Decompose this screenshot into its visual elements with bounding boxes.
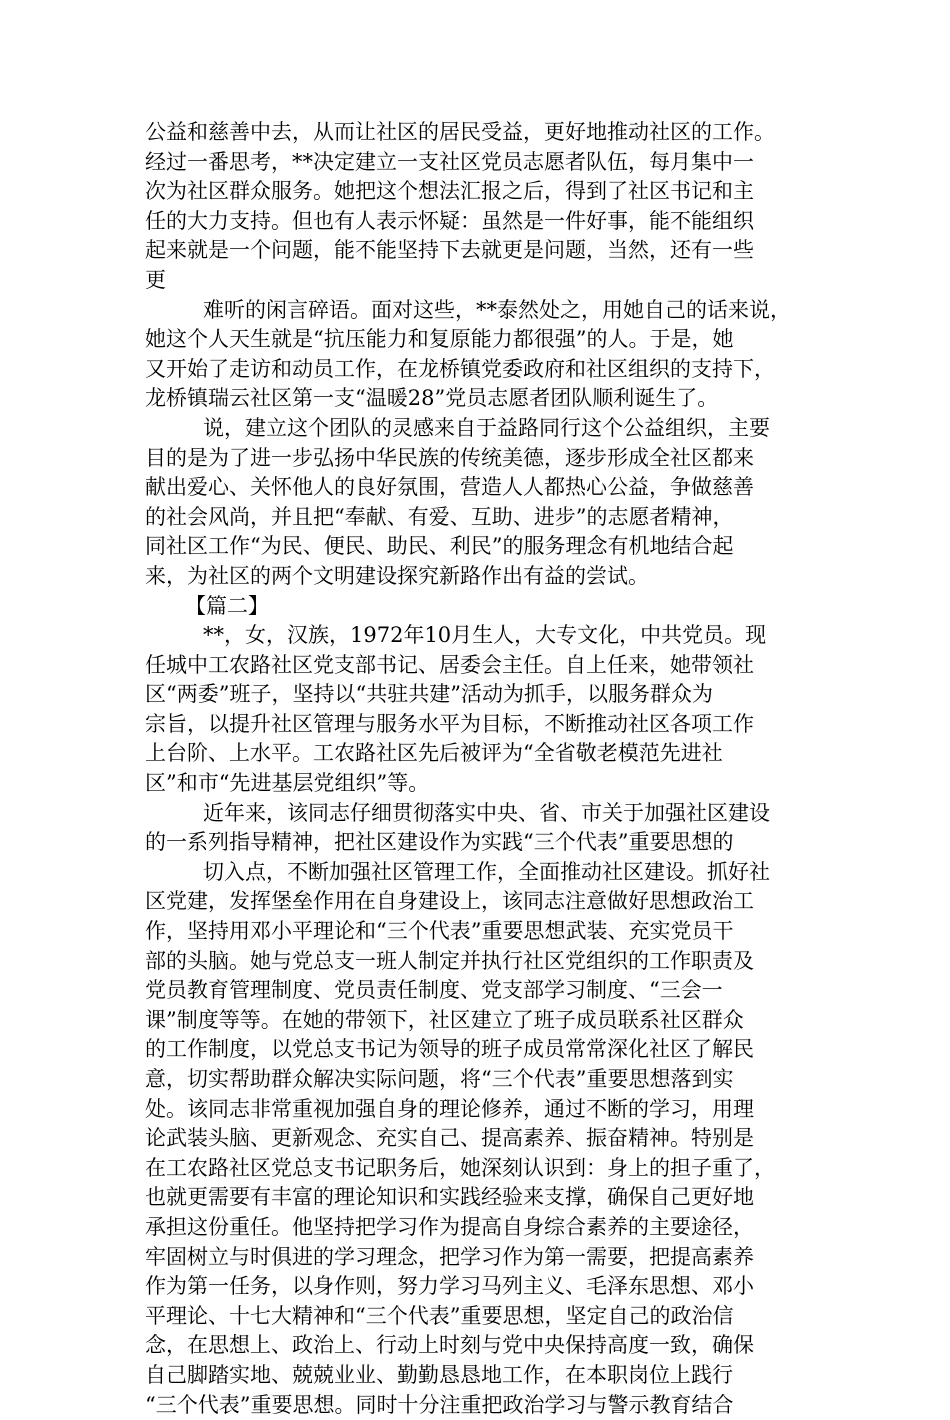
text-line: 平理论、十七大精神和“三个代表”重要思想，坚定自己的政治信 bbox=[145, 1303, 734, 1328]
text-line: 又开始了走访和动员工作，在龙桥镇党委政府和社区组织的支持下， bbox=[145, 356, 775, 381]
text-line: 自己脚踏实地、兢兢业业、勤勤恳恳地工作，在本职岗位上践行 bbox=[145, 1362, 733, 1387]
text-line: 近年来，该同志仔细贯彻落实中央、省、市关于加强社区建设 bbox=[203, 800, 770, 825]
text-line: 在工农路社区党总支书记职务后，她深刻认识到：身上的担子重了， bbox=[145, 1155, 775, 1180]
text-line: 的一系列指导精神，把社区建设作为实践“三个代表”重要思想的 bbox=[145, 830, 734, 855]
text-line: 起来就是一个问题，能不能坚持下去就更是问题，当然，还有一些 bbox=[145, 238, 754, 263]
text-line: 课”制度等等。在她的带领下，社区建立了班子成员联系社区群众 bbox=[145, 1007, 744, 1032]
text-line: 任的大力支持。但也有人表示怀疑：虽然是一件好事，能不能组织 bbox=[145, 208, 754, 233]
text-line: 经过一番思考，**决定建立一支社区党员志愿者队伍，每月集中一 bbox=[145, 149, 754, 174]
text-line: 上台阶、上水平。工农路社区先后被评为“全省敬老模范先进社 bbox=[145, 741, 723, 766]
text-line: 区”和市“先进基层党组织”等。 bbox=[145, 771, 430, 796]
text-line: 【篇二】 bbox=[185, 593, 269, 618]
text-line: 公益和慈善中去，从而让社区的居民受益，更好地推动社区的工作。 bbox=[145, 120, 775, 144]
text-line: “三个代表”重要思想。同时十分注重把政治学习与警示教育结合 bbox=[145, 1392, 734, 1417]
text-line: 目的是为了进一步弘扬中华民族的传统美德，逐步形成全社区都来 bbox=[145, 445, 754, 470]
text-line: 难听的闲言碎语。面对这些，**泰然处之，用她自己的话来说， bbox=[203, 297, 791, 322]
text-line: 的社会风尚，并且把“奉献、有爱、互助、进步”的志愿者精神， bbox=[145, 504, 734, 529]
text-line: 区“两委”班子，坚持以“共驻共建”活动为抓手，以服务群众为 bbox=[145, 682, 713, 707]
text-line: 牢固树立与时俱进的学习理念，把学习作为第一需要，把提高素养 bbox=[145, 1244, 754, 1269]
text-line: 论武装头脑、更新观念、充实自己、提高素养、振奋精神。特别是 bbox=[145, 1126, 754, 1151]
text-line: 作，坚持用邓小平理论和“三个代表”重要思想武装、充实党员干 bbox=[145, 919, 734, 944]
text-line: 也就更需要有丰富的理论知识和实践经验来支撑，确保自己更好地 bbox=[145, 1185, 754, 1210]
text-line: 献出爱心、关怀他人的良好氛围，营造人人都热心公益，争做慈善 bbox=[145, 475, 754, 500]
text-line: 说，建立这个团队的灵感来自于益路同行这个公益组织，主要 bbox=[203, 415, 770, 440]
text-line: 作为第一任务，以身作则，努力学习马列主义、毛泽东思想、邓小 bbox=[145, 1274, 754, 1299]
text-line: **，女，汉族，1972年10月生人，大专文化，中共党员。现 bbox=[203, 623, 767, 648]
text-line: 区党建，发挥堡垒作用在自身建设上，该同志注意做好思想政治工 bbox=[145, 889, 754, 914]
text-line: 宗旨，以提升社区管理与服务水平为目标，不断推动社区各项工作 bbox=[145, 711, 754, 736]
text-line: 她这个人天生就是“抗压能力和复原能力都很强”的人。于是，她 bbox=[145, 327, 734, 352]
body-text bbox=[145, 118, 815, 1420]
text-line: 龙桥镇瑞云社区第一支“温暖28”党员志愿者团队顺利诞生了。 bbox=[145, 386, 719, 411]
text-line: 念，在思想上、政治上、行动上时刻与党中央保持高度一致，确保 bbox=[145, 1333, 754, 1358]
text-line: 任城中工农路社区党支部书记、居委会主任。自上任来，她带领社 bbox=[145, 652, 754, 677]
text-line: 切入点，不断加强社区管理工作，全面推动社区建设。抓好社 bbox=[203, 859, 770, 884]
text-line: 意，切实帮助群众解决实际问题，将“三个代表”重要思想落到实 bbox=[145, 1067, 734, 1091]
text-line: 承担这份重任。他坚持把学习作为提高自身综合素养的主要途径， bbox=[145, 1214, 754, 1239]
text-line: 党员教育管理制度、党员责任制度、党支部学习制度、“三会一 bbox=[145, 978, 723, 1003]
text-line: 来，为社区的两个文明建设探究新路作出有益的尝试。 bbox=[145, 563, 649, 588]
text-line: 的工作制度，以党总支书记为领导的班子成员常常深化社区了解民 bbox=[145, 1037, 754, 1062]
text-line: 次为社区群众服务。她把这个想法汇报之后，得到了社区书记和主 bbox=[145, 179, 754, 204]
text-line: 更 bbox=[145, 267, 166, 292]
text-line: 同社区工作“为民、便民、助民、利民”的服务理念有机地结合起 bbox=[145, 534, 734, 559]
text-line: 处。该同志非常重视加强自身的理论修养，通过不断的学习，用理 bbox=[145, 1096, 754, 1121]
text-line: 部的头脑。她与党总支一班人制定并执行社区党组织的工作职责及 bbox=[145, 948, 754, 973]
